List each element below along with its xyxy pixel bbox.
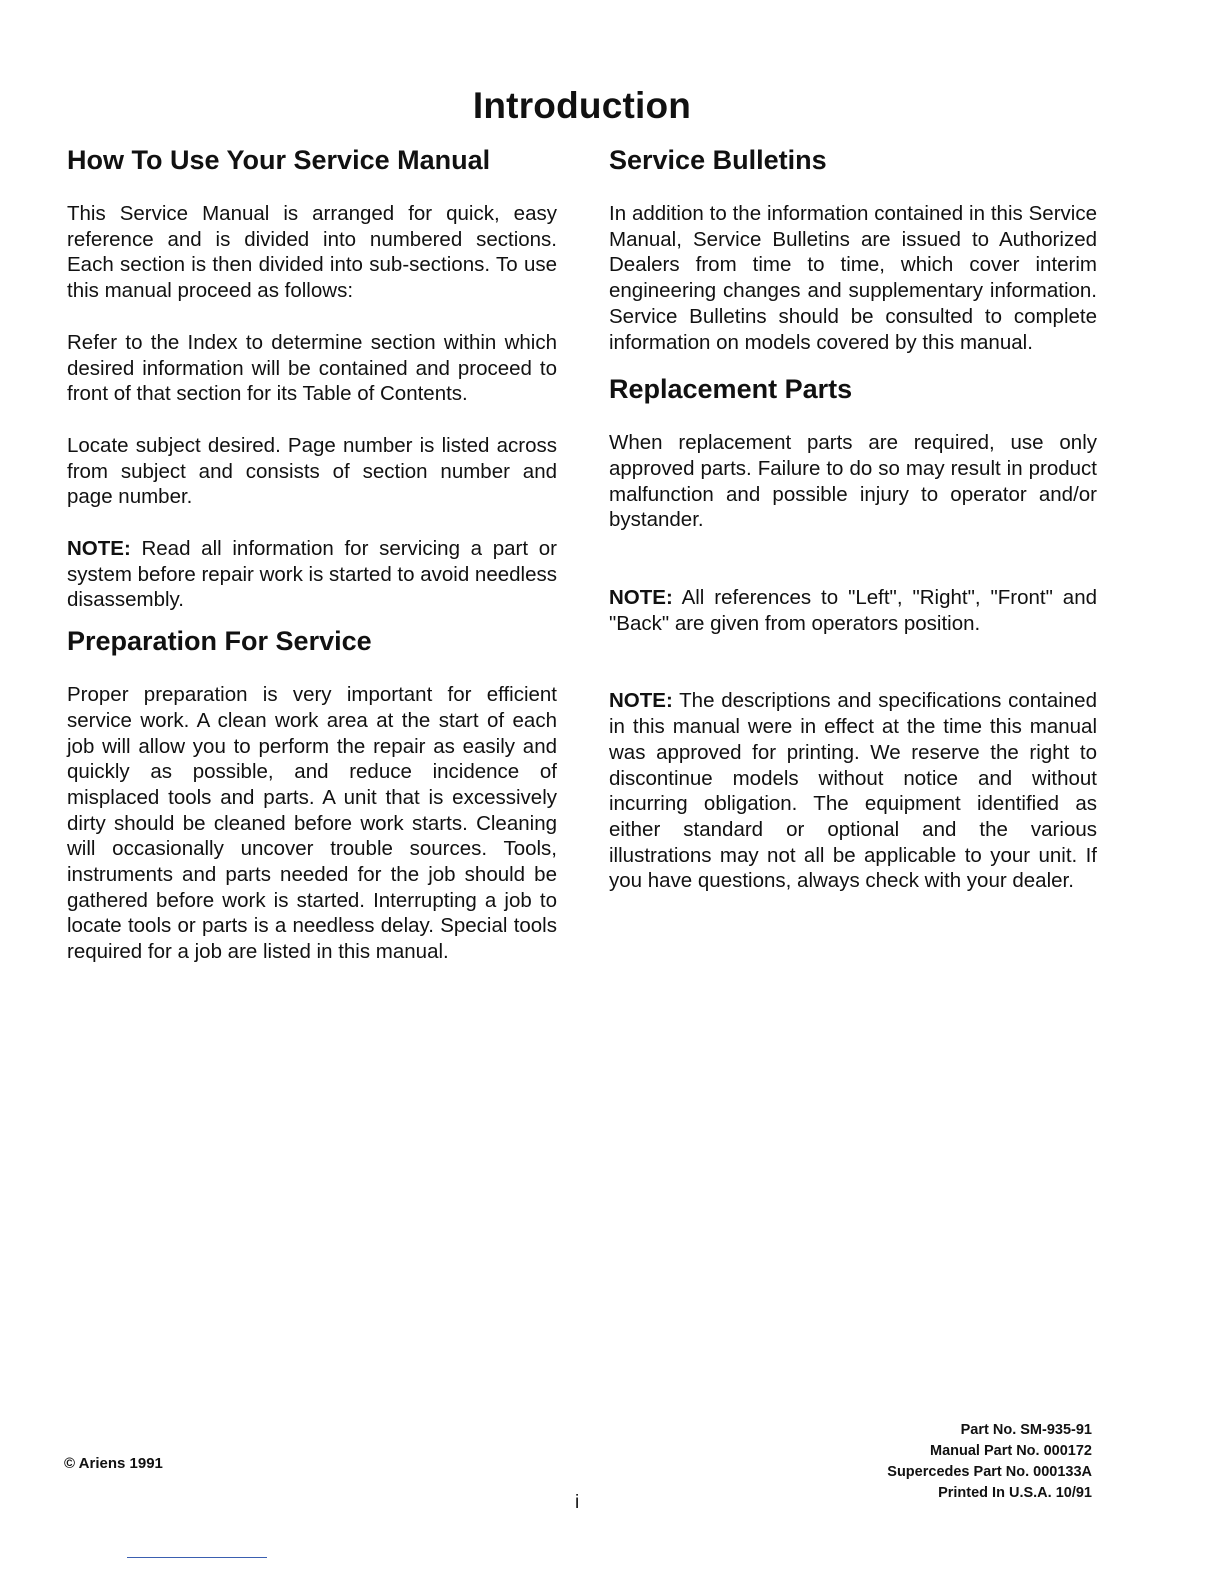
locate-paragraph: Locate subject desired. Page number is listed across from subject and consists of section number and page number. — [67, 433, 557, 509]
part-number: Part No. SM-935-91 — [960, 1422, 1092, 1438]
note-text: All references to "Left", "Right", "Front" and "Back" are given from operators position. — [609, 586, 1097, 635]
index-paragraph: Refer to the Index to determine section within which desired information will be contained and proceed to front of that section for its Table of Contents. — [67, 330, 557, 406]
references-note — [609, 585, 1097, 636]
right-column — [609, 140, 1097, 894]
note-label: NOTE: — [609, 586, 673, 610]
part-info-block — [887, 1420, 1092, 1504]
service-bulletins-heading: Service Bulletins — [609, 145, 827, 175]
note-label: NOTE: — [609, 689, 673, 713]
footer-rule — [127, 1557, 267, 1558]
how-to-use-heading: How To Use Your Service Manual — [67, 145, 491, 175]
replacement-parts-paragraph: When replacement parts are required, use only approved parts. Failure to do so may result in product malfunction and possible injury to operator and/or bystander. — [609, 431, 1097, 532]
descriptions-note — [609, 688, 1097, 894]
note-label: NOTE: — [67, 537, 131, 561]
copyright: © Ariens 1991 — [64, 1455, 163, 1472]
manual-part-number: Manual Part No. 000172 — [930, 1443, 1092, 1459]
preparation-heading: Preparation For Service — [67, 626, 372, 657]
preparation-paragraph: Proper preparation is very important for efficient service work. A clean work area at the start of each job will allow you to perform the repair as easily and quickly as possible, and reduce incidence of misplaced tools and parts. A unit that is excessively dirty should be cleaned before work starts. Cleaning will occasionally uncover trouble sources. Tools, instruments and parts needed for the job should be gathered before work is started. Interrupting a job to locate tools or parts is a needless delay. Special tools required for a job are listed in this manual. — [67, 683, 557, 964]
printed-in: Printed In U.S.A. 10/91 — [938, 1485, 1092, 1501]
read-all-note — [67, 536, 557, 613]
note-text: Read all information for servicing a part or system before repair work is started to avoid needless disassembly. — [67, 537, 557, 612]
service-bulletins-paragraph: In addition to the information contained in this Service Manual, Service Bulletins are issued to Authorized Dealers from time to time, which cover interim engineering changes and supplementary information. Service Bulletins should be consulted to complete information on models covered by this manual. — [609, 202, 1097, 354]
note-text: The descriptions and specifications contained in this manual were in effect at the time this manual was approved for printing. We reserve the right to discontinue models without notice and without incurring obligation. The equipment identified as either standard or optional and the various illustrations may not all be applicable to your unit. If you have questions, always check with your dealer. — [609, 689, 1097, 893]
how-to-use-paragraph: This Service Manual is arranged for quick, easy reference and is divided into numbered sections. Each section is then divided into sub-sections. To use this manual proceed as follows: — [67, 202, 557, 303]
replacement-parts-heading: Replacement Parts — [609, 374, 853, 405]
page-title: Introduction — [472, 84, 692, 126]
page-number: i — [575, 1492, 580, 1513]
left-column — [67, 140, 557, 965]
supercedes-part-number: Supercedes Part No. 000133A — [887, 1464, 1092, 1480]
